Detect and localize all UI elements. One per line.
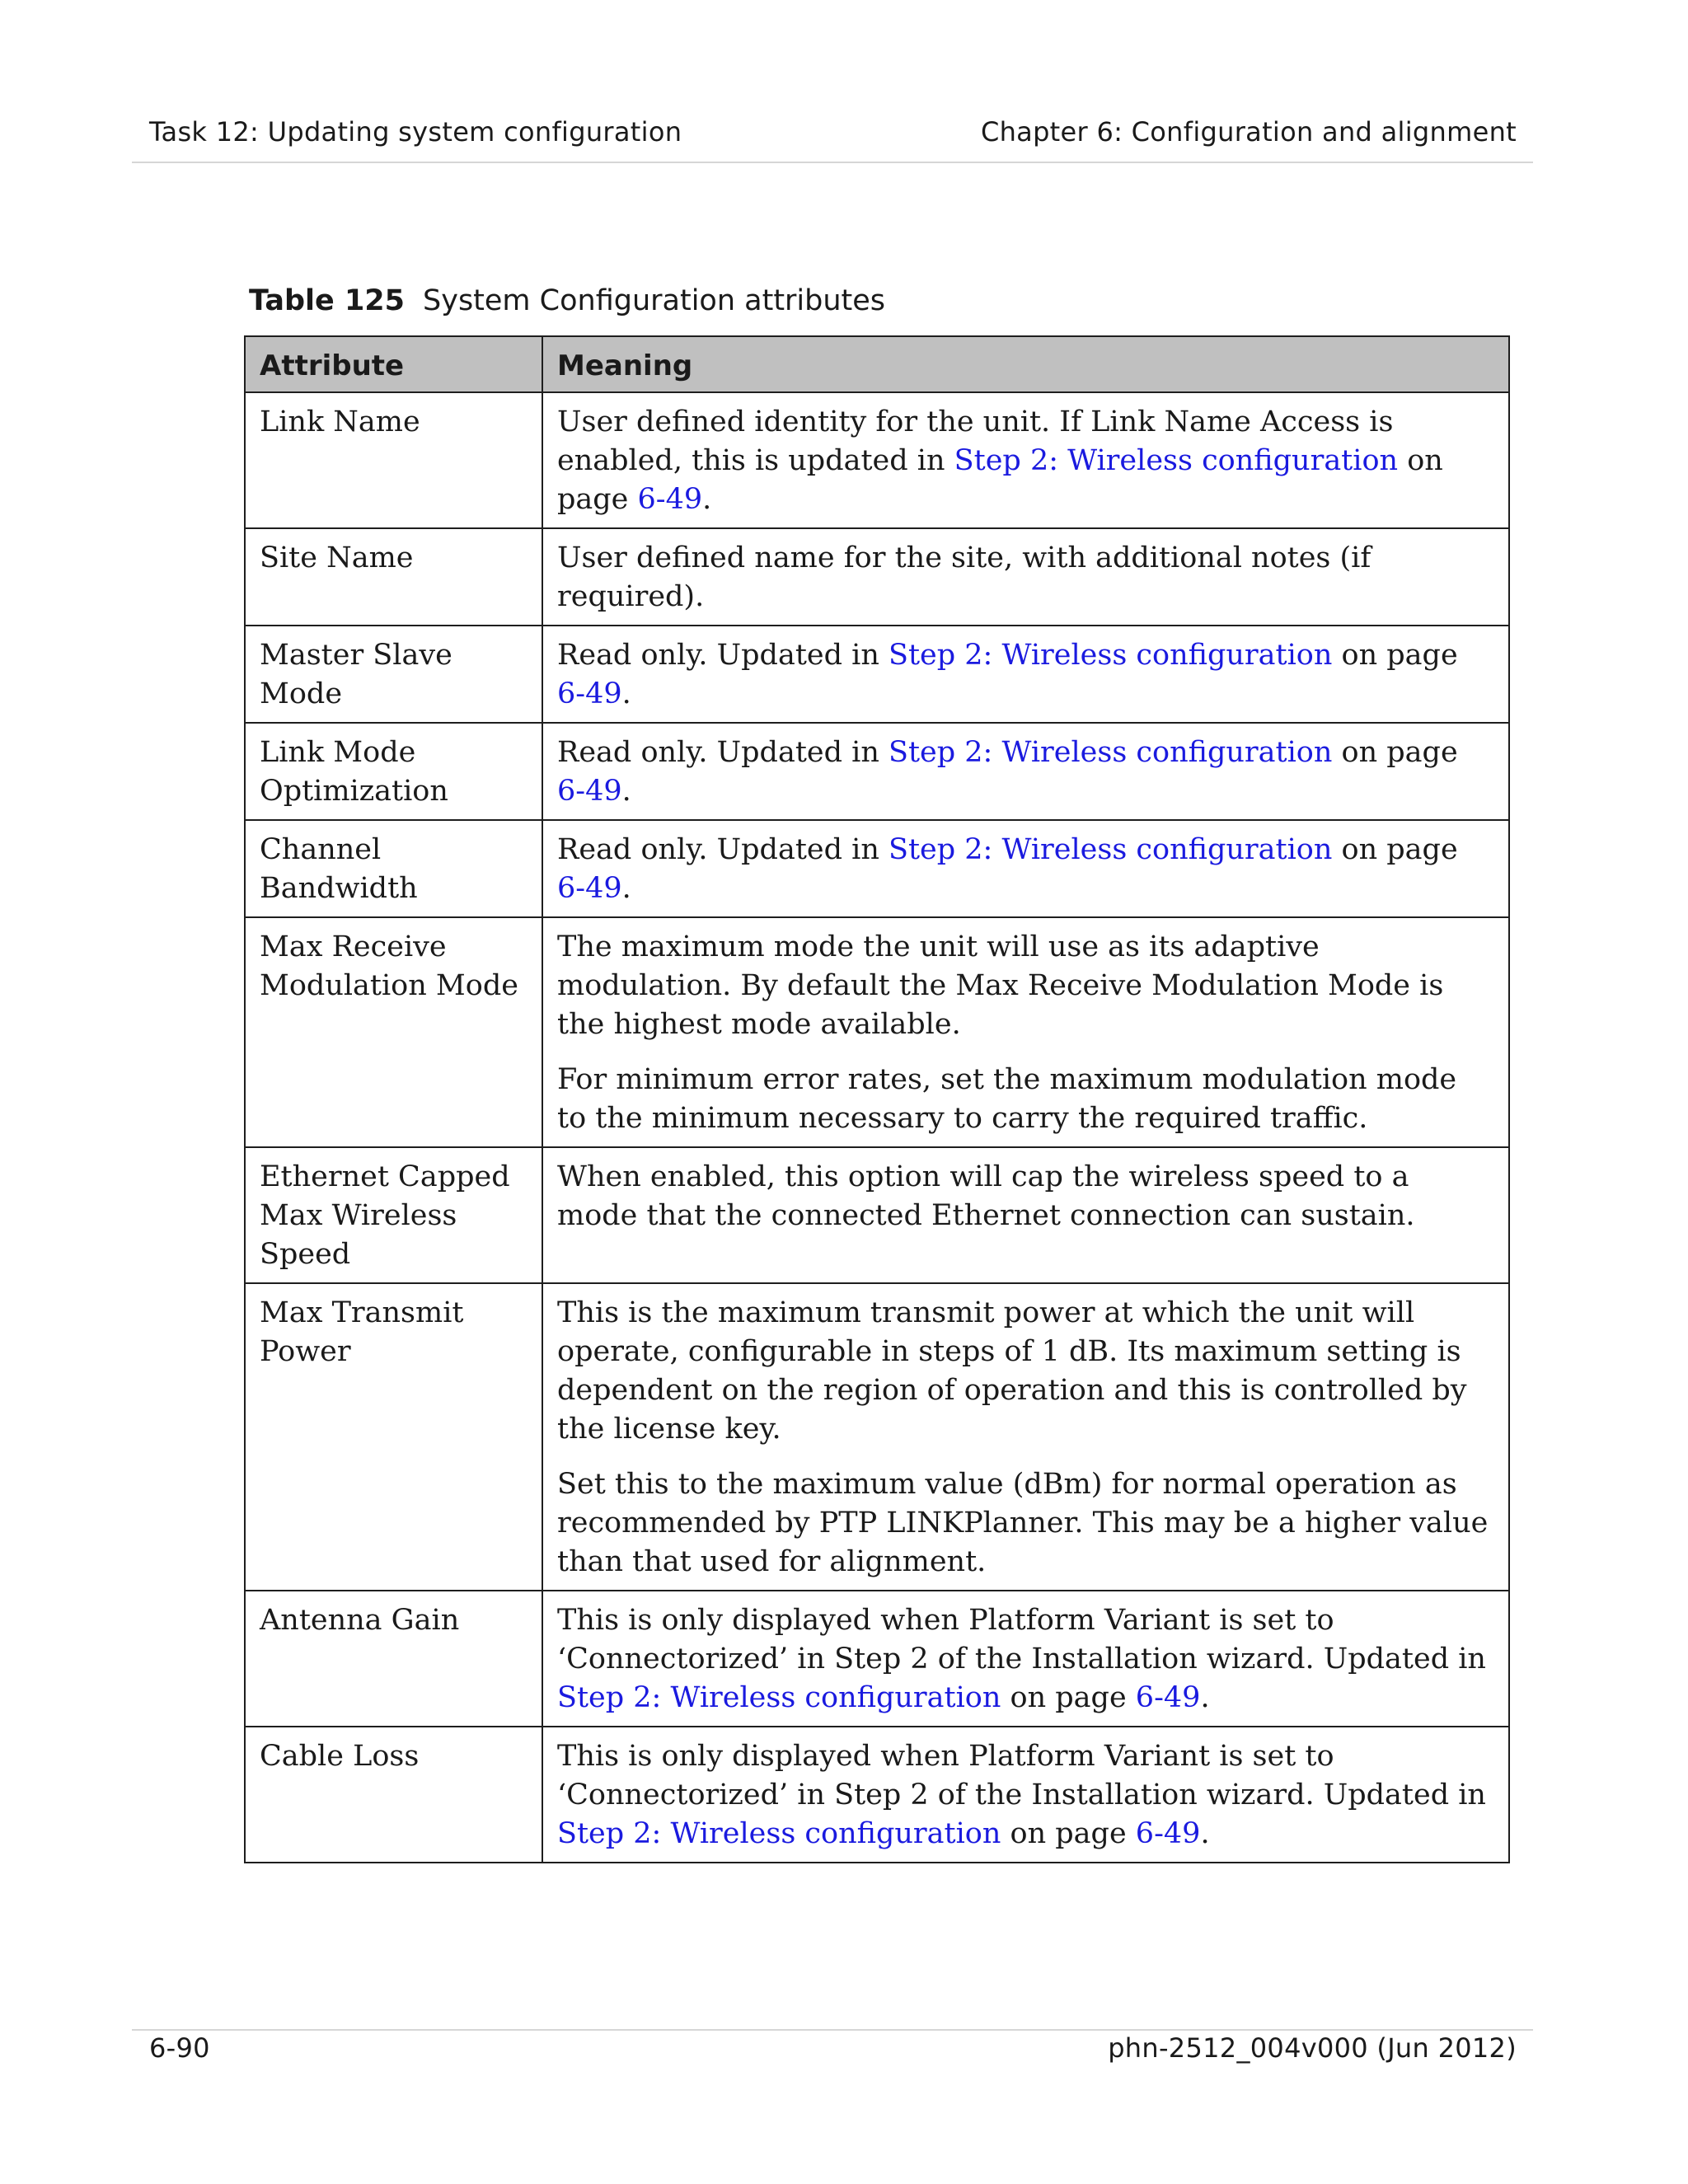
table-title: System Configuration attributes	[423, 284, 886, 317]
meaning-cell: User defined name for the site, with additional notes (if required).	[542, 528, 1509, 626]
meaning-text: .	[621, 775, 631, 808]
table-row	[245, 917, 1509, 1147]
column-header-attribute: Attribute	[245, 336, 542, 392]
meaning-text: .	[702, 483, 712, 516]
attribute-cell: Link Mode Optimization	[245, 723, 542, 820]
page-ref-link[interactable]: 6-49	[557, 775, 622, 808]
running-header-chapter: Chapter 6: Configuration and alignment	[980, 116, 1517, 148]
step2-wireless-link[interactable]: Step 2: Wireless configuration	[889, 639, 1333, 672]
meaning-text: .	[1200, 1681, 1210, 1714]
meaning-cell	[542, 1727, 1509, 1863]
meaning-text: User defined identity for the unit. If Link Name Access is enabled, this is updated in	[557, 405, 1394, 477]
header-rule	[132, 162, 1533, 163]
running-header-task: Task 12: Updating system configuration	[149, 116, 682, 148]
table-row	[245, 528, 1509, 626]
meaning-text: on page	[557, 444, 1443, 516]
meaning-cell: When enabled, this option will cap the wireless speed to a mode that the connected Ethernet connection can sustain.	[542, 1147, 1509, 1283]
attribute-cell: Master Slave Mode	[245, 626, 542, 723]
attribute-cell: Channel Bandwidth	[245, 820, 542, 917]
meaning-paragraph: For minimum error rates, set the maximum modulation mode to the minimum necessary to carry the required traffic.	[557, 1063, 1457, 1135]
table-number: Table 125	[249, 284, 406, 317]
meaning-cell	[542, 1283, 1509, 1591]
meaning-cell	[542, 723, 1509, 820]
attribute-cell: Max Transmit Power	[245, 1283, 542, 1591]
page-ref-link[interactable]: 6-49	[637, 483, 703, 516]
meaning-text: on page	[1001, 1817, 1136, 1850]
table-row	[245, 626, 1509, 723]
table-row	[245, 1147, 1509, 1283]
page-ref-link[interactable]: 6-49	[557, 872, 622, 905]
table-row	[245, 820, 1509, 917]
table-row	[245, 723, 1509, 820]
meaning-paragraph: Set this to the maximum value (dBm) for normal operation as recommended by PTP LINKPlanner. This may be a higher value than that used for alignment.	[557, 1468, 1489, 1578]
page-ref-link[interactable]: 6-49	[1135, 1817, 1201, 1850]
meaning-text: Read only. Updated in	[557, 736, 889, 769]
column-header-meaning: Meaning	[542, 336, 1509, 392]
attribute-cell: Max Receive Modulation Mode	[245, 917, 542, 1147]
meaning-text: on page	[1332, 736, 1458, 769]
step2-wireless-link[interactable]: Step 2: Wireless configuration	[557, 1681, 1001, 1714]
meaning-cell	[542, 626, 1509, 723]
step2-wireless-link[interactable]: Step 2: Wireless configuration	[889, 736, 1333, 769]
meaning-cell	[542, 1591, 1509, 1727]
page-number: 6-90	[149, 2032, 210, 2064]
table-row	[245, 392, 1509, 528]
meaning-text: on page	[1332, 639, 1458, 672]
attribute-cell: Cable Loss	[245, 1727, 542, 1863]
meaning-text: .	[1200, 1817, 1210, 1850]
meaning-text: .	[621, 872, 631, 905]
page-ref-link[interactable]: 6-49	[1135, 1681, 1201, 1714]
table-header-row	[245, 336, 1509, 392]
attribute-cell: Site Name	[245, 528, 542, 626]
meaning-text: on page	[1001, 1681, 1136, 1714]
meaning-cell	[542, 392, 1509, 528]
step2-wireless-link[interactable]: Step 2: Wireless configuration	[954, 444, 1399, 477]
meaning-cell	[542, 917, 1509, 1147]
table-row	[245, 1283, 1509, 1591]
system-configuration-table	[244, 335, 1510, 1863]
meaning-text: This is only displayed when Platform Variant is set to ‘Connectorized’ in Step 2 of the Installation wizard. Updated in	[557, 1740, 1486, 1811]
step2-wireless-link[interactable]: Step 2: Wireless configuration	[889, 833, 1333, 866]
attribute-cell: Ethernet Capped Max Wireless Speed	[245, 1147, 542, 1283]
meaning-paragraph: The maximum mode the unit will use as its adaptive modulation. By default the Max Receive Modulation Mode is the highest mode available.	[557, 930, 1444, 1041]
meaning-text: Read only. Updated in	[557, 833, 889, 866]
attribute-cell: Link Name	[245, 392, 542, 528]
meaning-paragraph: This is the maximum transmit power at which the unit will operate, configurable in steps of 1 dB. Its maximum setting is dependent on the region of operation and this is controlled by the license key.	[557, 1296, 1467, 1446]
table-row	[245, 1727, 1509, 1863]
footer-rule	[132, 2029, 1533, 2031]
attribute-cell: Antenna Gain	[245, 1591, 542, 1727]
table-caption	[249, 284, 885, 317]
document-id: phn-2512_004v000 (Jun 2012)	[1108, 2032, 1517, 2064]
meaning-text: Read only. Updated in	[557, 639, 889, 672]
table-row	[245, 1591, 1509, 1727]
meaning-cell	[542, 820, 1509, 917]
page-ref-link[interactable]: 6-49	[557, 677, 622, 710]
meaning-text: .	[621, 677, 631, 710]
step2-wireless-link[interactable]: Step 2: Wireless configuration	[557, 1817, 1001, 1850]
meaning-text: This is only displayed when Platform Variant is set to ‘Connectorized’ in Step 2 of the Installation wizard. Updated in	[557, 1604, 1486, 1675]
meaning-text: on page	[1332, 833, 1458, 866]
